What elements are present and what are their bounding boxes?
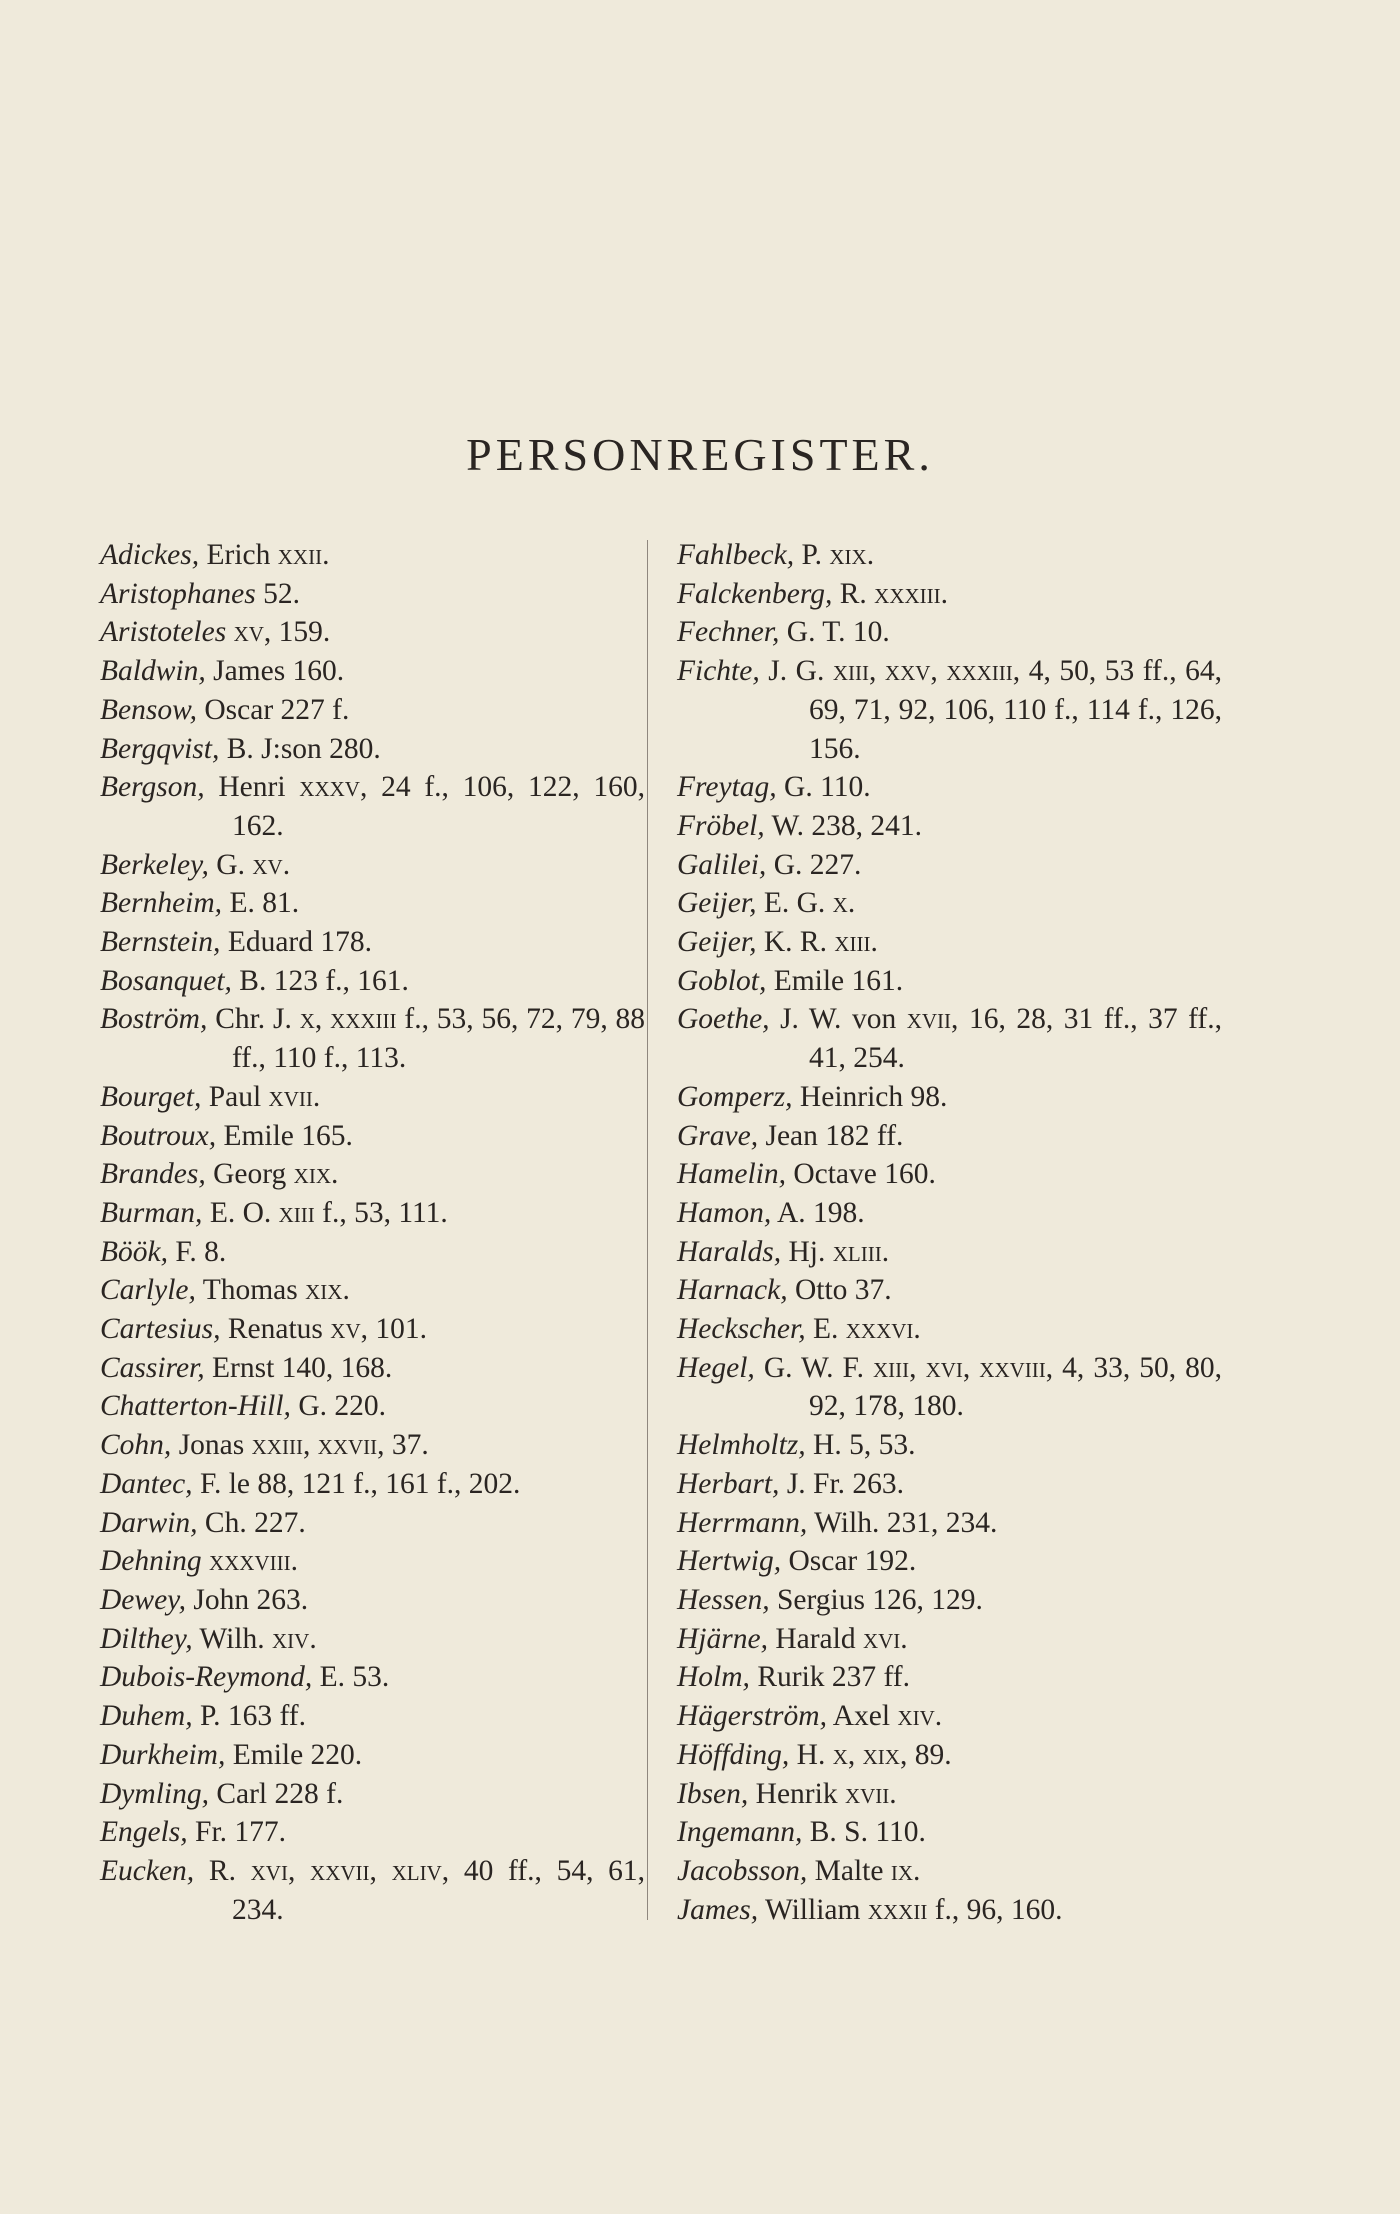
index-entry [677, 1349, 1222, 1426]
index-entry [677, 884, 1222, 923]
entry-references: Otto 37. [794, 1274, 892, 1307]
page-title: PERSONREGISTER. [466, 429, 934, 480]
entry-name: Aristophanes [100, 577, 256, 610]
index-entry [100, 1233, 645, 1272]
entry-name: Bourget, [100, 1080, 202, 1113]
entry-references: K. R. xiii. [763, 926, 878, 959]
entry-name: Herbart, [677, 1467, 780, 1500]
entry-name: Cartesius, [100, 1313, 221, 1346]
entry-name: Ingemann, [677, 1816, 803, 1849]
index-entry [100, 730, 645, 769]
entry-name: Ibsen, [677, 1777, 749, 1810]
index-entry [677, 1426, 1222, 1465]
entry-references: B. J:son 280. [226, 732, 381, 765]
entry-name: Dewey, [100, 1583, 187, 1616]
index-entry [677, 807, 1222, 846]
entry-references: Georg xix. [213, 1158, 339, 1191]
entry-name: Boutroux, [100, 1119, 217, 1152]
index-entry [677, 575, 1222, 614]
entry-name: Cassirer, [100, 1351, 205, 1384]
entry-references: Rurik 237 ff. [757, 1661, 910, 1694]
index-entry [100, 1542, 645, 1581]
entry-references: E. 81. [229, 887, 300, 920]
entry-name: Bernstein, [100, 926, 221, 959]
entry-name: Bosanquet, [100, 964, 232, 997]
index-entry [677, 1736, 1222, 1775]
entry-references: Harald xvi. [775, 1622, 908, 1655]
entry-references: E. xxxvi. [812, 1313, 921, 1346]
index-entry [100, 1310, 645, 1349]
entry-name: Dehning [100, 1545, 202, 1578]
index-entry [100, 1775, 645, 1814]
index-entry [100, 1000, 645, 1077]
index-entry [100, 1465, 645, 1504]
index-entry [677, 536, 1222, 575]
entry-name: Goethe, [677, 1003, 770, 1036]
index-entry [100, 846, 645, 885]
entry-references: H. 5, 53. [813, 1429, 916, 1462]
entry-name: Falckenberg, [677, 577, 833, 610]
entry-references: Jean 182 ff. [765, 1119, 904, 1152]
entry-name: Grave, [677, 1119, 759, 1152]
entry-name: Burman, [100, 1196, 203, 1229]
entry-references: Ch. 227. [204, 1506, 306, 1539]
entry-name: Böök, [100, 1235, 168, 1268]
index-entry [677, 846, 1222, 885]
index-entry [677, 1504, 1222, 1543]
index-entry [100, 923, 645, 962]
entry-references: Henrik xvii. [755, 1777, 897, 1810]
entry-name: Darwin, [100, 1506, 198, 1539]
entry-name: Chatterton-Hill, [100, 1390, 291, 1423]
index-entry [677, 1697, 1222, 1736]
entry-name: Fichte, [677, 655, 760, 688]
index-entry [100, 1194, 645, 1233]
entry-references: xv, 159. [233, 616, 331, 649]
entry-references: Thomas xix. [202, 1274, 350, 1307]
entry-references: E. O. xiii f., 53, 111. [209, 1196, 448, 1229]
entry-references: Emile 161. [773, 964, 904, 997]
index-entry [100, 1697, 645, 1736]
index-entry [677, 1775, 1222, 1814]
entry-references: 52. [263, 577, 300, 610]
entry-references: P. 163 ff. [199, 1700, 306, 1733]
entry-name: Hamon, [677, 1196, 772, 1229]
entry-references: W. 238, 241. [771, 809, 923, 842]
entry-references: F. 8. [175, 1235, 227, 1268]
index-entry [100, 613, 645, 652]
entry-name: Bergson, [100, 771, 205, 804]
entry-name: Duhem, [100, 1700, 193, 1733]
entry-name: Boström, [100, 1003, 208, 1036]
entry-references: Oscar 227 f. [204, 693, 350, 726]
entry-name: Dymling, [100, 1777, 209, 1810]
entry-name: Holm, [677, 1661, 750, 1694]
entry-references: Chr. J. x, xxxiii f., 53, 56, 72, 79, 88 ff., 110 f., 113. [215, 1003, 646, 1075]
entry-references: H. x, xix, 89. [796, 1738, 952, 1771]
entry-name: Berkeley, [100, 848, 209, 881]
entry-references: B. 123 f., 161. [239, 964, 409, 997]
entry-name: Fahlbeck, [677, 539, 795, 571]
index-entry [100, 1852, 645, 1929]
index-entry [677, 1658, 1222, 1697]
entry-name: Heckscher, [677, 1313, 806, 1346]
index-entry [677, 1271, 1222, 1310]
entry-references: J. Fr. 263. [786, 1467, 905, 1500]
entry-references: Jonas xxiii, xxvii, 37. [178, 1429, 429, 1462]
index-entry [100, 1387, 645, 1426]
entry-references: G. xv. [216, 848, 291, 881]
entry-name: Helmholtz, [677, 1429, 806, 1462]
entry-name: Engels, [100, 1816, 188, 1849]
entry-references: J. G. xiii, xxv, xxxiii, 4, 50, 53 ff., 64, 69, 71, 92, 106, 110 f., 114 f., 126, 156. [768, 655, 1223, 765]
entry-references: G. 110. [784, 771, 871, 804]
index-entry [677, 1581, 1222, 1620]
index-entry [100, 962, 645, 1001]
index-entry [100, 884, 645, 923]
entry-name: Adickes, [100, 539, 200, 571]
entry-references: Heinrich 98. [799, 1080, 948, 1113]
entry-references: Carl 228 f. [216, 1777, 344, 1810]
entry-references: Malte ix. [814, 1854, 921, 1887]
entry-references: Axel xiv. [832, 1700, 943, 1733]
index-entry [677, 1891, 1222, 1930]
entry-name: Carlyle, [100, 1274, 196, 1307]
entry-name: James, [677, 1893, 759, 1926]
entry-references: J. W. von xvii, 16, 28, 31 ff., 37 ff., 41, 254. [780, 1003, 1222, 1075]
index-entry [100, 1117, 645, 1156]
entry-references: E. G. x. [763, 887, 856, 920]
entry-references: Paul xvii. [208, 1080, 321, 1113]
entry-name: Harnack, [677, 1274, 788, 1307]
index-entry [100, 1155, 645, 1194]
entry-references: G. W. F. xiii, xvi, xxviii, 4, 33, 50, 80, 92, 178, 180. [763, 1351, 1223, 1423]
index-entry [100, 1813, 645, 1852]
index-entry [100, 1271, 645, 1310]
entry-references: Renatus xv, 101. [227, 1313, 427, 1346]
entry-name: Dantec, [100, 1467, 193, 1500]
index-entry [100, 1078, 645, 1117]
entry-name: Herrmann, [677, 1506, 808, 1539]
index-entry [100, 691, 645, 730]
entry-references: G. T. 10. [786, 616, 890, 649]
entry-name: Dilthey, [100, 1622, 193, 1655]
index-entry [100, 1426, 645, 1465]
entry-name: Jacobsson, [677, 1854, 808, 1887]
entry-references: B. S. 110. [809, 1816, 926, 1849]
index-entry [100, 1658, 645, 1697]
entry-references: F. le 88, 121 f., 161 f., 202. [199, 1467, 521, 1500]
entry-name: Freytag, [677, 771, 777, 804]
index-column-right [677, 536, 1222, 1929]
entry-references: Wilh. 231, 234. [814, 1506, 998, 1539]
entry-name: Geijer, [677, 887, 757, 920]
entry-name: Durkheim, [100, 1738, 226, 1771]
index-entry [677, 962, 1222, 1001]
entry-name: Hertwig, [677, 1545, 782, 1578]
entry-references: Ernst 140, 168. [212, 1351, 393, 1384]
index-entry [100, 1620, 645, 1659]
index-entry [677, 1000, 1222, 1077]
entry-references: Emile 165. [223, 1119, 353, 1152]
entry-references: P. xix. [801, 539, 875, 571]
entry-name: Bergqvist, [100, 732, 220, 765]
index-entry [677, 1542, 1222, 1581]
entry-name: Bernheim, [100, 887, 223, 920]
index-entry [100, 1504, 645, 1543]
index-entry [677, 1465, 1222, 1504]
entry-references: Wilh. xiv. [199, 1622, 317, 1655]
index-entry [677, 1233, 1222, 1272]
index-entry [100, 575, 645, 614]
index-entry [677, 652, 1222, 768]
entry-references: Emile 220. [232, 1738, 363, 1771]
entry-name: Fechner, [677, 616, 780, 649]
entry-references: xxxviii. [208, 1545, 298, 1578]
entry-references: James 160. [213, 655, 345, 688]
entry-name: Hamelin, [677, 1158, 786, 1191]
entry-references: Henri xxxv, 24 f., 106, 122, 160, 162. [218, 771, 646, 842]
entry-references: Oscar 192. [788, 1545, 917, 1578]
index-entry [100, 536, 645, 575]
entry-references: Eduard 178. [227, 926, 372, 959]
entry-references: John 263. [193, 1583, 309, 1616]
entry-name: Aristoteles [100, 616, 227, 649]
index-entry [677, 1194, 1222, 1233]
index-column-left [100, 536, 645, 1929]
entry-name: Geijer, [677, 926, 757, 959]
entry-references: William xxxii f., 96, 160. [764, 1893, 1063, 1926]
index-entry [677, 613, 1222, 652]
entry-name: Hägerström, [677, 1700, 827, 1733]
entry-name: Höffding, [677, 1738, 790, 1771]
index-entry [677, 1155, 1222, 1194]
entry-references: E. 53. [319, 1661, 390, 1694]
entry-name: Hessen, [677, 1583, 770, 1616]
entry-references: G. 220. [298, 1390, 386, 1423]
index-entry [677, 1117, 1222, 1156]
entry-references: Octave 160. [793, 1158, 936, 1191]
entry-name: Galilei, [677, 848, 767, 881]
entry-name: Eucken, [100, 1854, 195, 1887]
entry-name: Brandes, [100, 1158, 206, 1191]
entry-name: Bensow, [100, 693, 197, 726]
entry-name: Goblot, [677, 964, 767, 997]
entry-references: A. 198. [776, 1196, 865, 1229]
entry-references: Erich xxii. [206, 539, 330, 571]
entry-name: Hjärne, [677, 1622, 768, 1655]
entry-references: Sergius 126, 129. [776, 1583, 983, 1616]
entry-name: Haralds, [677, 1235, 782, 1268]
entry-name: Fröbel, [677, 809, 765, 842]
index-entry [677, 768, 1222, 807]
index-entry [100, 652, 645, 691]
entry-name: Cohn, [100, 1429, 172, 1462]
index-entry [677, 1813, 1222, 1852]
entry-name: Hegel, [677, 1351, 755, 1384]
entry-references: Fr. 177. [195, 1816, 287, 1849]
index-entry [677, 1078, 1222, 1117]
index-entry [100, 768, 645, 845]
index-entry [677, 1620, 1222, 1659]
entry-references: R. xxxiii. [839, 577, 949, 610]
index-entry [100, 1736, 645, 1775]
entry-name: Baldwin, [100, 655, 206, 688]
index-entry [100, 1349, 645, 1388]
index-entry [677, 1310, 1222, 1349]
entry-references: R. xvi, xxvii, xliv, 40 ff., 54, 61, 234. [208, 1854, 646, 1926]
column-divider [647, 540, 648, 1920]
entry-references: G. 227. [773, 848, 862, 881]
entry-references: Hj. xliii. [788, 1235, 890, 1268]
entry-name: Gomperz, [677, 1080, 793, 1113]
index-entry [677, 923, 1222, 962]
index-entry [677, 1852, 1222, 1891]
entry-name: Dubois-Reymond, [100, 1661, 313, 1694]
index-entry [100, 1581, 645, 1620]
